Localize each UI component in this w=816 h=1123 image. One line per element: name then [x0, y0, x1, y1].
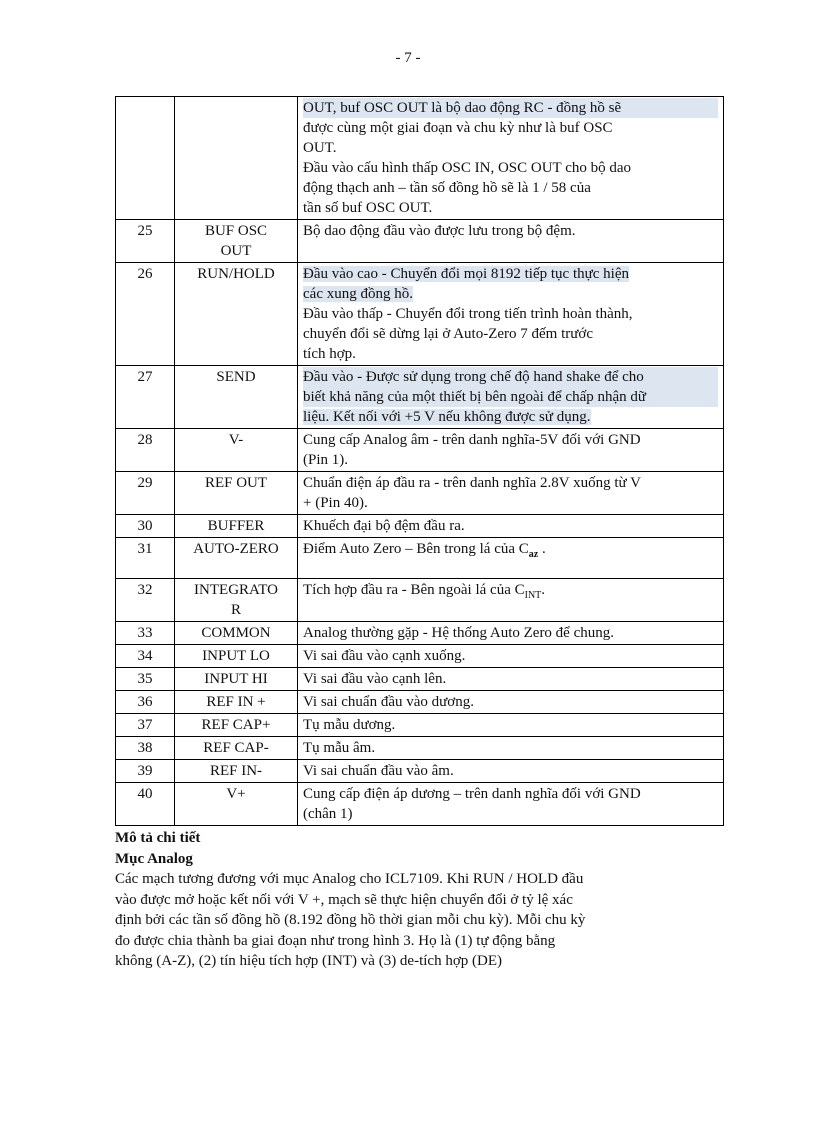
description-line: Khuếch đại bộ đệm đầu ra.	[303, 518, 465, 534]
pin-name-line: REF OUT	[204, 475, 268, 491]
description-line: liệu. Kết nối với +5 V nếu không được sử dụng.	[303, 409, 591, 425]
table-row	[116, 515, 724, 538]
pin-description-cell	[298, 220, 724, 263]
description-line: chuyển đổi sẽ dừng lại ở Auto-Zero 7 đếm trước	[303, 326, 593, 342]
description-line: các xung đồng hồ.	[303, 286, 413, 302]
pin-name-line: R	[230, 602, 241, 618]
description-line: Đầu vào thấp - Chuyển đổi trong tiến trình hoàn thành,	[303, 306, 633, 322]
pin-name-line: REF CAP-	[203, 740, 269, 756]
pin-description-cell	[298, 97, 724, 220]
pin-number-cell	[116, 97, 175, 220]
pin-number-cell: 38	[116, 737, 175, 760]
description-line: tần số buf OSC OUT.	[303, 200, 433, 216]
pin-description-cell	[298, 668, 724, 691]
pin-name-line: OUT	[220, 243, 252, 259]
pin-name-cell	[175, 220, 298, 263]
pin-name-line: BUF OSC	[204, 223, 268, 239]
pin-number-cell: 35	[116, 668, 175, 691]
table-row	[116, 668, 724, 691]
description-line: Tụ mẫu âm.	[303, 740, 376, 756]
pin-name-cell	[175, 668, 298, 691]
pin-number-cell: 28	[116, 429, 175, 472]
pin-name-cell	[175, 714, 298, 737]
description-line: Vi sai đầu vào cạnh xuống.	[303, 648, 466, 664]
pin-name-cell	[175, 579, 298, 622]
pin-name-line: INTEGRATO	[194, 582, 278, 598]
table-row	[116, 579, 724, 622]
description-line: Chuẩn điện áp đầu ra - trên danh nghĩa 2.8V xuống từ V	[303, 475, 641, 491]
paragraph-line: đo được chia thành ba giai đoạn như trong hình 3. Họ là (1) tự động bằng	[115, 932, 556, 949]
description-line: biết khả năng của một thiết bị bên ngoài để chấp nhận dữ	[303, 387, 718, 407]
table-row	[116, 97, 724, 220]
table-row	[116, 645, 724, 668]
pin-number-cell: 27	[116, 366, 175, 429]
pin-name-line: RUN/HOLD	[197, 266, 275, 282]
pin-name-cell	[175, 429, 298, 472]
paragraph-line: không (A-Z), (2) tín hiệu tích hợp (INT) và (3) de-tích hợp (DE)	[115, 953, 502, 969]
pin-description-cell	[298, 645, 724, 668]
section-subtitle: Mục Analog	[115, 850, 193, 867]
pin-name-line: V+	[226, 786, 246, 802]
pin-name-cell	[175, 538, 298, 579]
pin-name-line: REF IN-	[209, 763, 263, 779]
description-line: Tụ mẫu dương.	[303, 717, 396, 733]
description-line: Bộ dao động đầu vào được lưu trong bộ đệm.	[303, 223, 576, 239]
description-line: Đầu vào cao - Chuyển đổi mọi 8192 tiếp tục thực hiện	[303, 266, 629, 282]
paragraph-line: vào được mở hoặc kết nối với V +, mạch sẽ thực hiện chuyển đổi ở tỷ lệ xác	[115, 891, 573, 908]
pin-description-cell	[298, 760, 724, 783]
pin-number-cell: 31	[116, 538, 175, 579]
description-line: OUT, buf OSC OUT là bộ dao động RC - đồng hồ sẽ	[303, 98, 718, 118]
pin-number-cell: 36	[116, 691, 175, 714]
pin-number-cell: 30	[116, 515, 175, 538]
pin-number-cell: 39	[116, 760, 175, 783]
pin-description-cell	[298, 538, 724, 579]
table-row	[116, 538, 724, 579]
pin-number-cell: 40	[116, 783, 175, 826]
pin-description-cell	[298, 783, 724, 826]
pin-name-cell	[175, 97, 298, 220]
pin-description-cell	[298, 737, 724, 760]
description-line: Đầu vào - Được sử dụng trong chế độ hand shake để cho	[303, 367, 718, 387]
description-line: động thạch anh – tần số đồng hồ sẽ là 1 / 58 của	[303, 180, 591, 196]
paragraph-line: định bởi các tần số đồng hồ (8.192 đồng hồ thời gian mỗi chu kỳ). Mỗi chu kỳ	[115, 912, 586, 928]
description-line: được cùng một giai đoạn và chu kỳ như là buf OSC	[303, 120, 613, 136]
pin-name-cell	[175, 366, 298, 429]
pin-name-line: COMMON	[201, 625, 271, 641]
description-line: OUT.	[303, 140, 337, 156]
pin-name-cell	[175, 737, 298, 760]
pin-name-cell	[175, 760, 298, 783]
description-line: Tích hợp đầu ra - Bên ngoài lá của $C_{INT}$.	[303, 582, 546, 601]
table-row	[116, 429, 724, 472]
pin-name-cell	[175, 691, 298, 714]
pin-number-cell: 37	[116, 714, 175, 737]
description-line: Analog thường gặp - Hệ thống Auto Zero để chung.	[303, 625, 615, 641]
pin-description-cell	[298, 366, 724, 429]
pin-name-cell	[175, 783, 298, 826]
description-line: + (Pin 40).	[303, 495, 368, 511]
table-row	[116, 263, 724, 366]
subscript-az: az	[528, 549, 539, 560]
description-line: Điểm Auto Zero – Bên trong lá của $C_{az}$ .	[303, 541, 546, 560]
subscript-int: INT	[524, 590, 542, 601]
pin-number-cell: 29	[116, 472, 175, 515]
pin-name-line: AUTO-ZERO	[193, 541, 279, 557]
section-title: Mô tả chi tiết	[115, 830, 201, 846]
pin-name-line: INPUT LO	[202, 648, 270, 664]
description-line: tích hợp.	[303, 346, 356, 362]
pin-name-line: SEND	[216, 369, 256, 385]
pin-description-cell	[298, 263, 724, 366]
page-number: - 7 -	[395, 50, 421, 66]
pin-name-cell	[175, 263, 298, 366]
pin-number-cell: 32	[116, 579, 175, 622]
table-row	[116, 366, 724, 429]
pin-name-line: INPUT HI	[204, 671, 268, 687]
description-line: Đầu vào cấu hình thấp OSC IN, OSC OUT cho bộ dao	[303, 160, 632, 176]
table-row	[116, 472, 724, 515]
description-line: (chân 1)	[303, 806, 353, 822]
table-row	[116, 220, 724, 263]
pin-description-cell	[298, 691, 724, 714]
pin-description-cell	[298, 472, 724, 515]
pin-description-cell	[298, 622, 724, 645]
description-line: Vi sai chuẩn đầu vào âm.	[303, 763, 454, 779]
pin-name-cell	[175, 622, 298, 645]
table-row	[116, 760, 724, 783]
description-line: Vi sai chuẩn đầu vào dương.	[303, 694, 474, 710]
pin-description-cell	[298, 714, 724, 737]
pin-number-cell: 33	[116, 622, 175, 645]
table-row	[116, 714, 724, 737]
pin-number-cell: 34	[116, 645, 175, 668]
detailed-description-section	[115, 828, 695, 972]
pin-name-cell	[175, 472, 298, 515]
description-line: Vi sai đầu vào cạnh lên.	[303, 671, 447, 687]
paragraph-line: Các mạch tương đương với mục Analog cho ICL7109. Khi RUN / HOLD đầu	[115, 871, 584, 887]
pin-name-line: BUFFER	[207, 518, 265, 534]
pin-name-cell	[175, 515, 298, 538]
table-row	[116, 737, 724, 760]
pin-description-cell	[298, 515, 724, 538]
pin-name-line: REF IN +	[206, 694, 266, 710]
table-row	[116, 691, 724, 714]
pin-name-line: REF CAP+	[201, 717, 271, 733]
table-row	[116, 622, 724, 645]
pin-name-line: V-	[228, 432, 244, 448]
pin-number-cell: 25	[116, 220, 175, 263]
pin-name-cell	[175, 645, 298, 668]
pin-description-cell	[298, 429, 724, 472]
pin-description-cell	[298, 579, 724, 622]
pin-number-cell: 26	[116, 263, 175, 366]
description-line: Cung cấp Analog âm - trên danh nghĩa-5V đối với GND	[303, 432, 641, 448]
pin-description-table	[115, 96, 724, 826]
description-line: Cung cấp điện áp dương – trên danh nghĩa đối với GND	[303, 786, 641, 802]
table-row	[116, 783, 724, 826]
description-line: (Pin 1).	[303, 452, 348, 468]
